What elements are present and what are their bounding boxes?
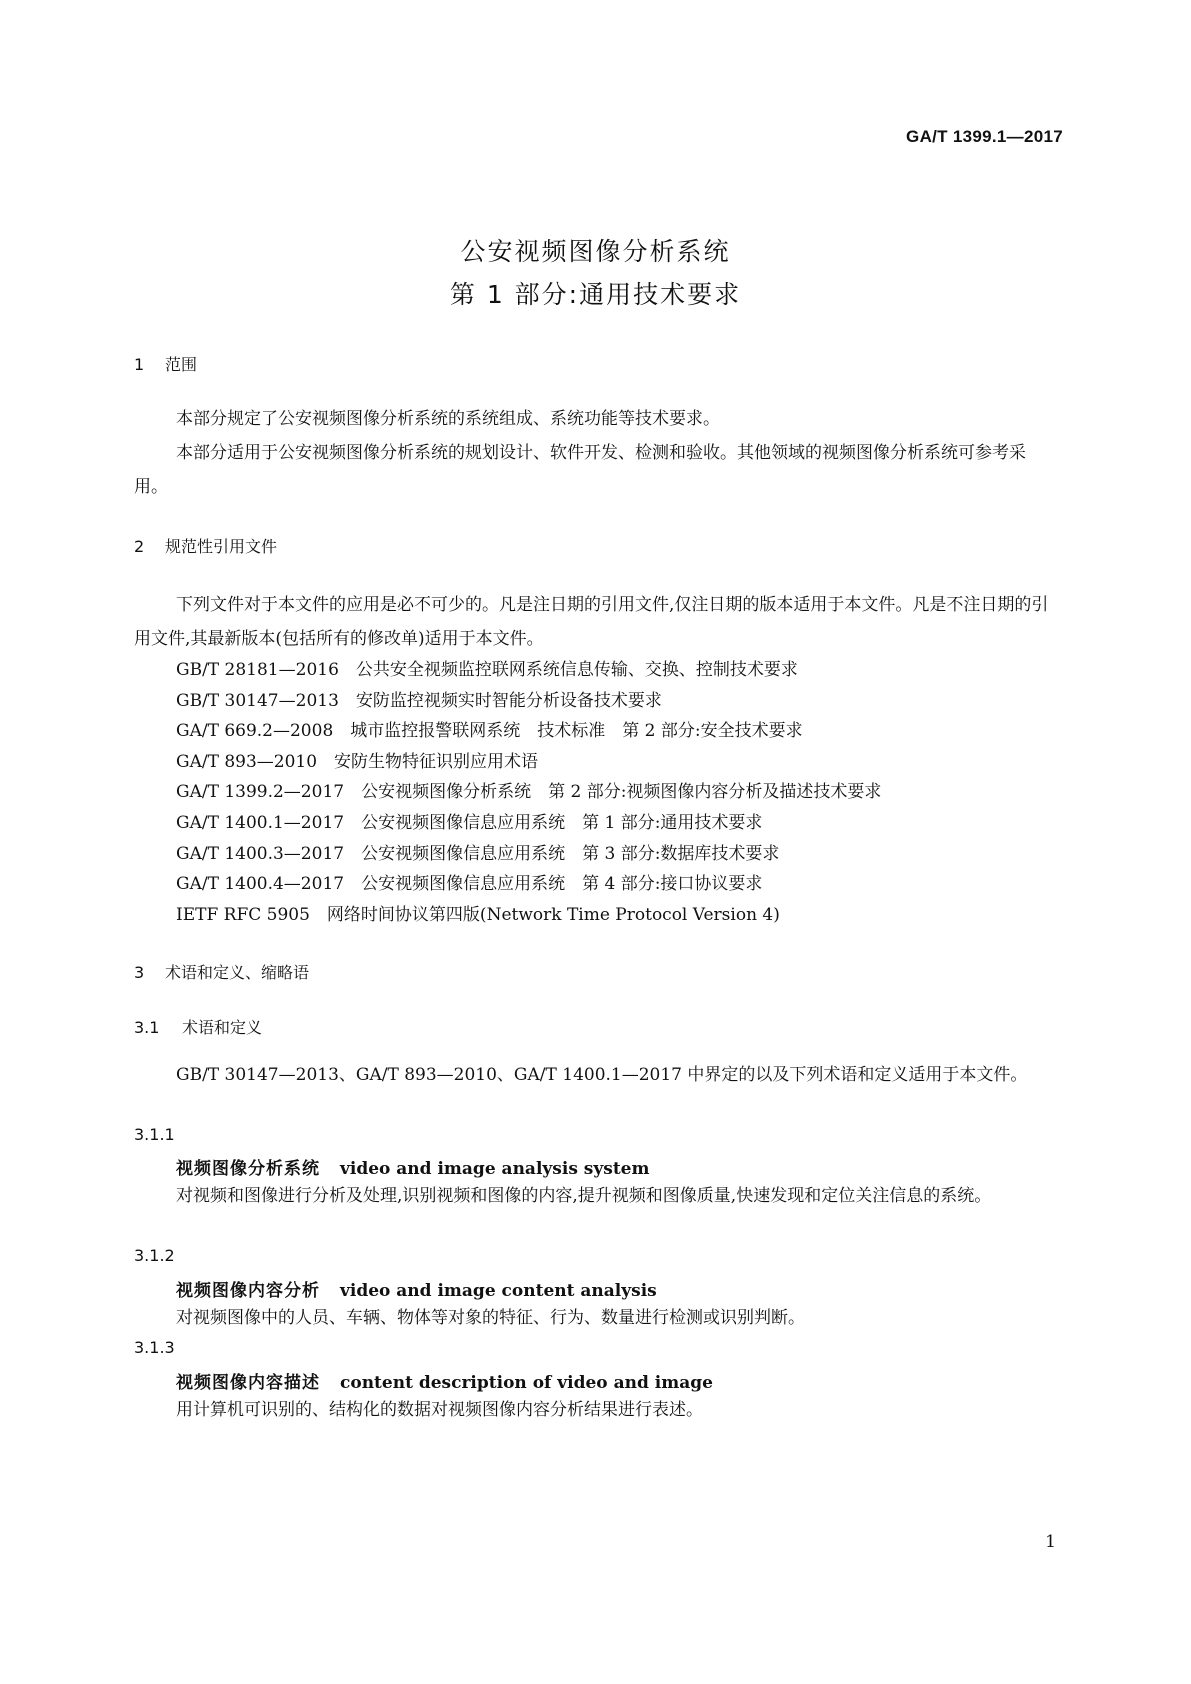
term-english: content description of video and image [340, 1373, 713, 1393]
term-heading [176, 1368, 713, 1393]
subsection-title: 术语和定义 [182, 1018, 263, 1037]
term-heading [176, 1276, 657, 1301]
section-heading-normative-references [134, 534, 277, 557]
document-code: GA/T 1399.1—2017 [906, 127, 1063, 146]
term-number: 3.1.1 [134, 1125, 175, 1144]
reference-item: GA/T 1400.4—2017 公安视频图像信息应用系统 第 4 部分:接口协议要求 [176, 874, 763, 894]
document-subtitle: 第 1 部分:通用技术要求 [449, 280, 742, 309]
scope-paragraph-1: 本部分规定了公安视频图像分析系统的系统组成、系统功能等技术要求。 [176, 409, 720, 429]
section-title: 范围 [165, 355, 198, 374]
document-title: 公安视频图像分析系统 [460, 237, 731, 266]
term-chinese: 视频图像内容描述 [176, 1373, 320, 1393]
subsection-number: 3.1 [134, 1018, 160, 1037]
term-chinese: 视频图像内容分析 [176, 1281, 320, 1301]
subsection-heading-terms-definitions [134, 1015, 262, 1038]
terms-intro: GB/T 30147—2013、GA/T 893—2010、GA/T 1400.1—2017 中界定的以及下列术语和定义适用于本文件。 [176, 1065, 1028, 1085]
term-english: video and image analysis system [340, 1159, 650, 1179]
section-title: 术语和定义、缩略语 [165, 963, 310, 982]
term-number: 3.1.3 [134, 1338, 175, 1357]
term-definition: 对视频图像中的人员、车辆、物体等对象的特征、行为、数量进行检测或识别判断。 [176, 1308, 805, 1328]
reference-item: GA/T 669.2—2008 城市监控报警联网系统 技术标准 第 2 部分:安全技术要求 [176, 721, 803, 741]
section-number: 2 [134, 537, 145, 556]
term-definition: 对视频和图像进行分析及处理,识别视频和图像的内容,提升视频和图像质量,快速发现和定位关注信息的系统。 [176, 1186, 992, 1206]
term-heading [176, 1154, 649, 1179]
references-intro: 下列文件对于本文件的应用是必不可少的。凡是注日期的引用文件,仅注日期的版本适用于本文件。凡是不注日期的引用文件,其最新版本(包括所有的修改单)适用于本文件。 [134, 595, 1049, 649]
term-english: video and image content analysis [340, 1281, 657, 1301]
section-number: 3 [134, 963, 145, 982]
reference-item: GB/T 30147—2013 安防监控视频实时智能分析设备技术要求 [176, 691, 662, 711]
section-title: 规范性引用文件 [165, 537, 278, 556]
reference-item: GA/T 1399.2—2017 公安视频图像分析系统 第 2 部分:视频图像内容分析及描述技术要求 [176, 782, 882, 802]
reference-item: GB/T 28181—2016 公共安全视频监控联网系统信息传输、交换、控制技术要求 [176, 660, 798, 680]
term-definition: 用计算机可识别的、结构化的数据对视频图像内容分析结果进行表述。 [176, 1400, 703, 1420]
reference-item: GA/T 893—2010 安防生物特征识别应用术语 [176, 752, 539, 772]
section-heading-scope [134, 352, 197, 375]
page-number: 1 [1045, 1532, 1056, 1552]
term-chinese: 视频图像分析系统 [176, 1159, 320, 1179]
scope-paragraph-2: 本部分适用于公安视频图像分析系统的规划设计、软件开发、检测和验收。其他领域的视频图像分析系统可参考采用。 [134, 443, 1026, 497]
reference-item: GA/T 1400.3—2017 公安视频图像信息应用系统 第 3 部分:数据库技术要求 [176, 844, 780, 864]
reference-item: GA/T 1400.1—2017 公安视频图像信息应用系统 第 1 部分:通用技术要求 [176, 813, 763, 833]
section-heading-terms [134, 960, 309, 983]
section-number: 1 [134, 355, 145, 374]
reference-item: IETF RFC 5905 网络时间协议第四版(Network Time Protocol Version 4) [176, 905, 780, 925]
term-number: 3.1.2 [134, 1246, 175, 1265]
